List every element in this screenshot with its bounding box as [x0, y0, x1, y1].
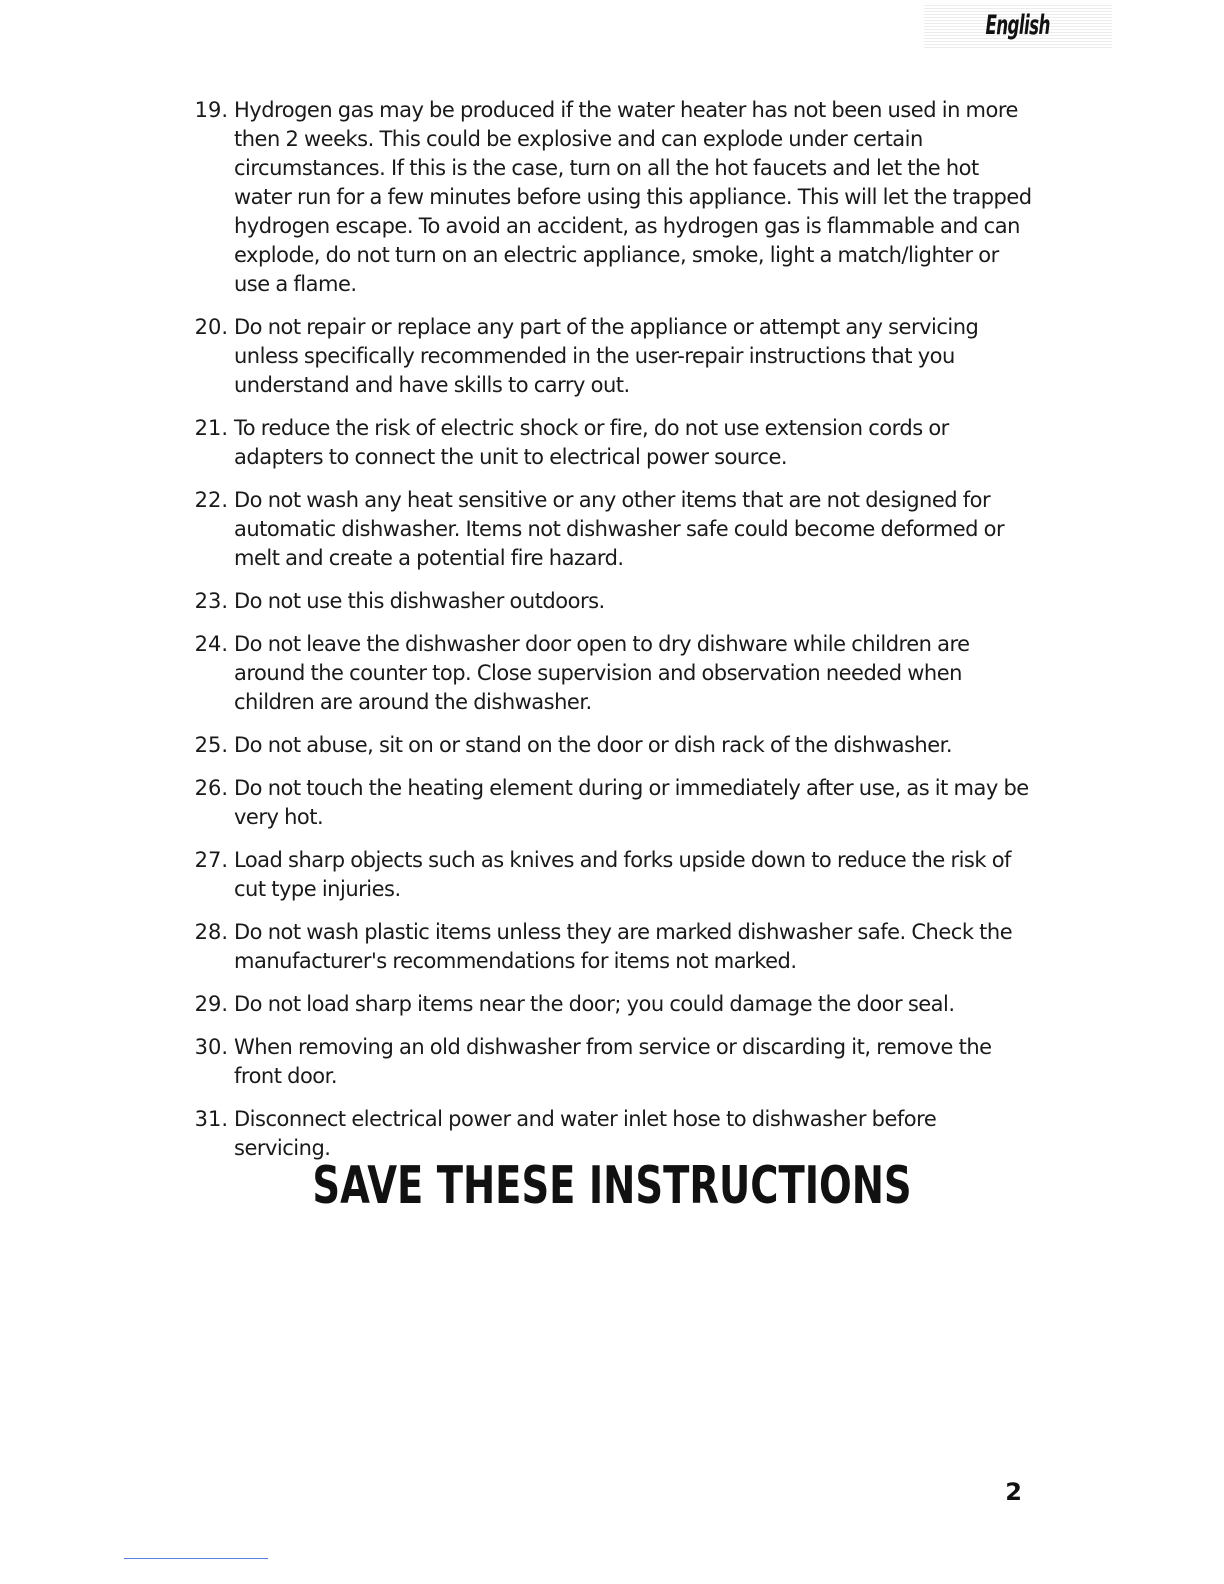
language-tab: [924, 4, 1112, 48]
save-instructions-heading: SAVE THESE INSTRUCTIONS: [312, 1156, 912, 1216]
item-number: 28.: [194, 920, 228, 944]
item-number: 20.: [194, 315, 228, 339]
item-text: Load sharp objects such as knives and forks upside down to reduce the risk of cut type injuries.: [234, 848, 1011, 901]
item-text: To reduce the risk of electric shock or fire, do not use extension cords or adapters to connect the unit to electrical power source.: [234, 416, 949, 469]
item-text: Do not wash plastic items unless they are marked dishwasher safe. Check the manufacturer's recommendations for items not marked.: [234, 920, 1013, 973]
footer-divider: [124, 1558, 268, 1559]
page-number: 2: [1005, 1478, 1022, 1506]
item-number: 19.: [194, 98, 228, 122]
item-number: 25.: [194, 733, 228, 757]
list-item: [0, 587, 1224, 616]
item-number: 23.: [194, 589, 228, 613]
list-item: [0, 918, 1224, 976]
list-item: [0, 313, 1224, 400]
item-number: 24.: [194, 632, 228, 656]
item-text: Do not abuse, sit on or stand on the door or dish rack of the dishwasher.: [234, 733, 953, 757]
item-number: 22.: [194, 488, 228, 512]
list-item: [0, 731, 1224, 760]
item-text: Do not load sharp items near the door; you could damage the door seal.: [234, 992, 955, 1016]
item-number: 30.: [194, 1035, 228, 1059]
list-item: [0, 96, 1224, 299]
language-tab-label: English: [985, 10, 1050, 41]
item-number: 29.: [194, 992, 228, 1016]
list-item: [0, 846, 1224, 904]
item-number: 21.: [194, 416, 228, 440]
list-item: [0, 630, 1224, 717]
item-text: Hydrogen gas may be produced if the water heater has not been used in more then 2 weeks. This could be explosive and can explode under certain circumstances. If this is the case, turn on all the hot faucets and let the hot water run for a few minutes before using this appliance. This will let the trapped hydrogen escape. To avoid an accident, as hydrogen gas is flammable and can explode, do not turn on an electric appliance, smoke, light a match/lighter or use a flame.: [234, 98, 1032, 296]
item-number: 31.: [194, 1107, 228, 1131]
list-item: [0, 774, 1224, 832]
item-text: Do not wash any heat sensitive or any other items that are not designed for automatic dishwasher. Items not dishwasher safe could become deformed or melt and create a potential fire hazard.: [234, 488, 1005, 570]
item-text: Do not repair or replace any part of the appliance or attempt any servicing unless specifically recommended in the user-repair instructions that you understand and have skills to carry out.: [234, 315, 979, 397]
item-number: 27.: [194, 848, 228, 872]
item-text: Do not leave the dishwasher door open to dry dishware while children are around the counter top. Close supervision and observation needed when children are around the dishwasher.: [234, 632, 970, 714]
item-text: Disconnect electrical power and water inlet hose to dishwasher before servicing.: [234, 1107, 937, 1160]
instruction-list: [0, 96, 1224, 1177]
list-item: [0, 990, 1224, 1019]
list-item: [0, 1033, 1224, 1091]
item-text: When removing an old dishwasher from service or discarding it, remove the front door.: [234, 1035, 992, 1088]
item-number: 26.: [194, 776, 228, 800]
list-item: [0, 414, 1224, 472]
item-text: Do not touch the heating element during or immediately after use, as it may be very hot.: [234, 776, 1029, 829]
item-text: Do not use this dishwasher outdoors.: [234, 589, 605, 613]
list-item: [0, 486, 1224, 573]
list-item: [0, 1105, 1224, 1163]
